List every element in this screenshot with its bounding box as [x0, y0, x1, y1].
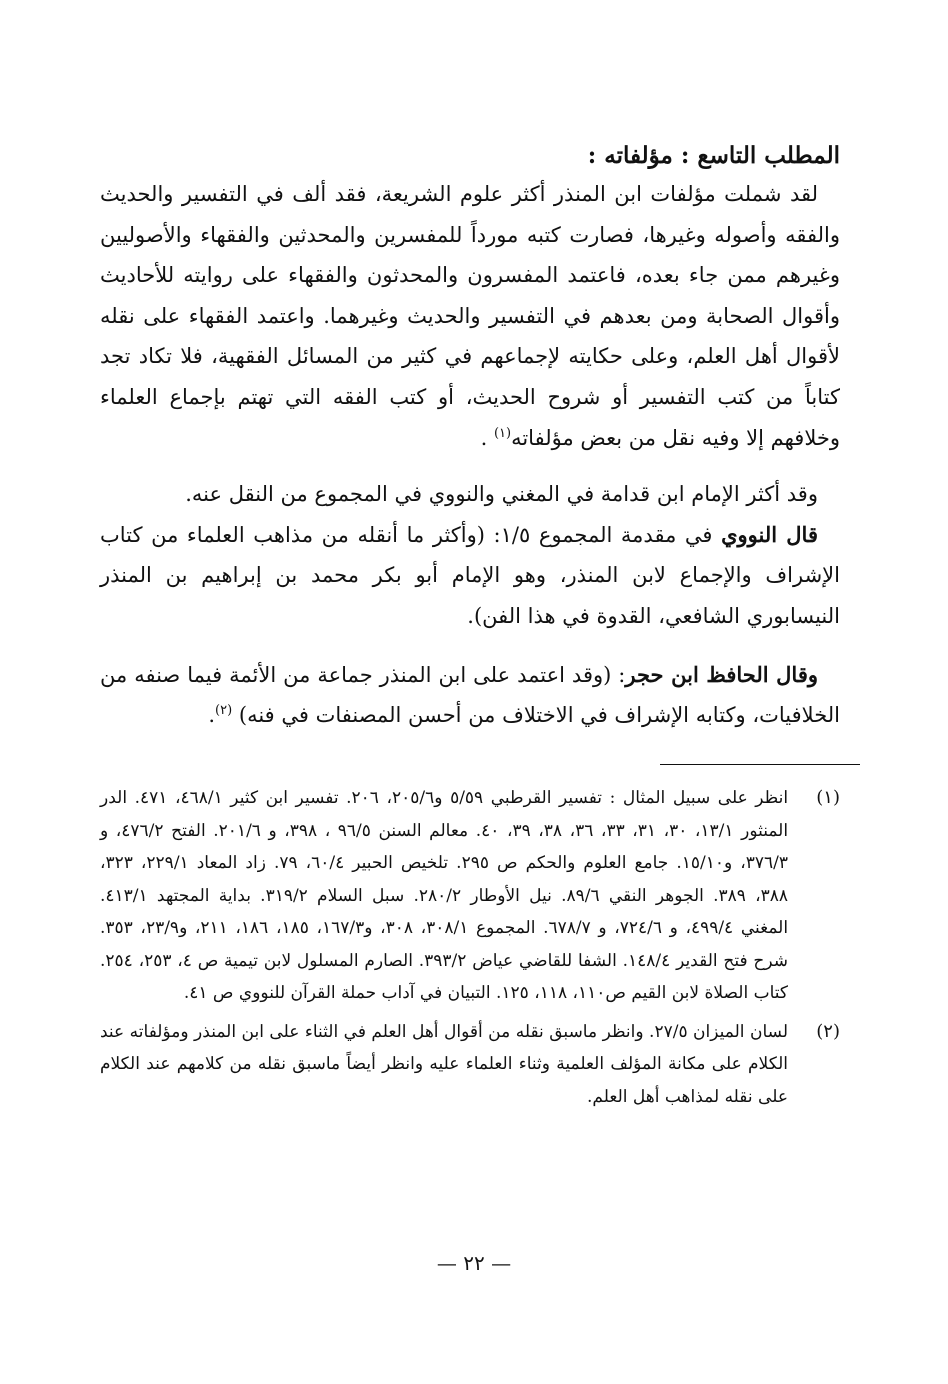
- paragraph-end-punct: .: [208, 703, 216, 728]
- footnote-ref-2[interactable]: (٢): [215, 703, 233, 719]
- paragraph-end-punct: .: [480, 425, 494, 450]
- paragraph-nawawi-quote: [100, 515, 840, 637]
- footnote-number: (٢): [816, 1020, 840, 1042]
- footnotes: [100, 782, 840, 1119]
- section-title: المطلب التاسع : مؤلفاته :: [587, 142, 840, 169]
- footnote-ref-1[interactable]: (١): [493, 425, 512, 441]
- footnote-item: [100, 1016, 840, 1114]
- paragraph-authorship-overview: [100, 174, 840, 458]
- quote-lead-ibn-hajar: وقال الحافظ ابن حجر: [625, 661, 819, 687]
- footnote-item: [100, 782, 840, 1010]
- paragraph-authorship-text: لقد شملت مؤلفات ابن المنذر أكثر علوم الشريعة، فقد ألف في التفسير والحديث والفقه وأصوله وغيرها، فصارت كتبه مورداً للمفسرين والمحدثين والفقهاء والأصوليين وغيرهم ممن جاء بعده، فاعتمد المفسرون والمحدثون والفقهاء على روايته للأحاديث وأقوال الصحابة ومن بعدهم في التفسير والحديث وغيرهما. واعتمد الفقهاء على نقله لأقوال أهل العلم، وعلى حكايته لإجماعهم في كثير من المسائل الفقهية، فلا تكاد تجد كتاباً من كتب التفسير أو شروح الحديث، أو كتب الفقه التي تهتم بإجماع العلماء وخلافهم إلا وفيه نقل من بعض مؤلفاته: [100, 182, 840, 450]
- page-number: — ٢٢ —: [436, 1251, 512, 1275]
- paragraph-ibn-qudama: وقد أكثر الإمام ابن قدامة في المغني والنووي في المجموع من النقل عنه.: [185, 482, 818, 507]
- footnote-text: لسان الميزان ٢٧/٥. وانظر ماسبق نقله من أقوال أهل العلم في الثناء على ابن المنذر ومؤلفاته عند الكلام على مكانة المؤلف العلمية وثناء العلماء عليه وانظر أيضاً ماسبق نقله من كلامهم عند الكلام على نقله لمذاهب أهل العلم.: [100, 1021, 788, 1107]
- paragraph-ibn-hajar-quote: [100, 655, 840, 736]
- footnote-number: (١): [816, 787, 840, 808]
- paragraph-gap: [100, 458, 840, 474]
- quote-text-nawawi: في مقدمة المجموع ١/٥: (وأكثر ما أنقله من مذاهب العلماء من كتاب الإشراف والإجماع لابن المنذر، وهو الإمام أبو بكر محمد بن إبراهيم بن المنذر النيسابوري الشافعي، القدوة في هذا الفن).: [100, 522, 840, 628]
- quote-text-ibn-hajar: : (وقد اعتمد على ابن المنذر جماعة من الأئمة فيما صنفه من الخلافيات، وكتابه الإشراف في الاختلاف من أحسن المصنفات في فنه): [100, 662, 840, 728]
- footnote-separator-line: [660, 764, 860, 765]
- footnote-text: انظر على سبيل المثال : تفسير القرطبي ٥/٥٩ و٢٠٥/٦، ٢٠٦. تفسير ابن كثير ٤٦٨/١، ٤٧١. الدر المنثور ١٣/١، ٣٠، ٣١، ٣٣، ٣٦، ٣٨، ٣٩، ٤٠. معالم السنن ٩٦/٥ ، ٣٩٨، و ٢٠١/٦. الفتح ٤٧٦/٢، و ٣٧٦/٣، و١٥/١٠. جامع العلوم والحكم ص ٢٩٥. تلخيص الحبير ٦٠/٤، ٧٩. زاد المعاد ٢٢٩/١، ٣٢٣، ٣٨٨، ٣٨٩. الجوهر النقي ٨٩/٦. نيل الأوطار ٢٨٠/٢. سبل السلام ٣١٩/٢. بداية المجتهد ٤١٣/١. المغني ٤٩٩/٤، و ٧٢٤/٦، و ٦٧٨/٧. المجموع ٣٠٨/١، ٣٠٨، و١٦٧/٣، ١٨٥، ١٨٦، ٢١١، و٢٣/٩، ٣٥٣. شرح فتح القدير ١٤٨/٤. الشفا للقاضي عياض ٣٩٣/٢. الصارم المسلول لابن تيمية ص ٤، ٢٥٣، ٢٥٤. كتاب الصلاة لابن القيم ص١١٠، ١١٨، ١٢٥. التبيان في آداب حملة القرآن للنووي ص ٤١.: [100, 788, 789, 1003]
- paragraph-gap: [100, 637, 840, 655]
- quote-lead-nawawi: قال النووي: [721, 521, 818, 547]
- main-text: [100, 138, 840, 736]
